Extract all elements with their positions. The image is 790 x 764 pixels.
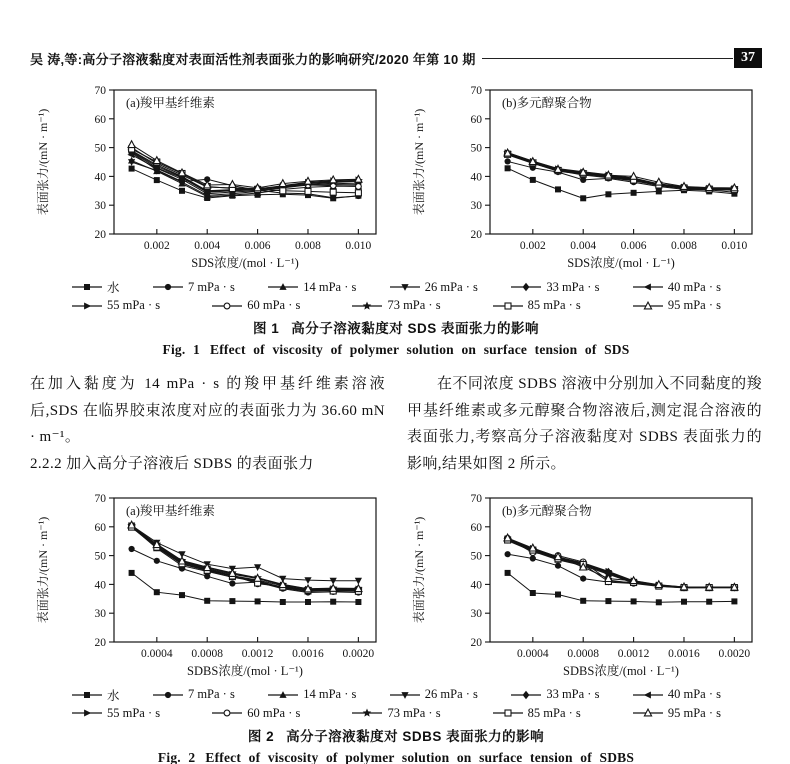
svg-text:表面张力/(mN · m⁻¹): 表面张力/(mN · m⁻¹) <box>412 108 426 216</box>
svg-text:20: 20 <box>94 636 106 649</box>
body-column-left <box>30 371 385 478</box>
circle-marker-icon <box>152 690 184 700</box>
svg-text:0.0008: 0.0008 <box>191 647 224 660</box>
svg-text:40: 40 <box>94 579 106 592</box>
svg-text:SDS浓度/(mol · L⁻¹): SDS浓度/(mol · L⁻¹) <box>191 256 299 270</box>
legend-item <box>351 706 440 721</box>
fig1-caption-en-label: Fig. 1 <box>162 342 200 357</box>
svg-text:40: 40 <box>470 579 482 592</box>
legend-item-label: 60 mPa · s <box>247 705 301 720</box>
circle-marker-icon <box>152 282 184 292</box>
legend-item-label: 85 mPa · s <box>527 705 581 720</box>
legend-item-label: 33 mPa · s <box>546 279 600 294</box>
svg-text:40: 40 <box>94 171 106 184</box>
legend-item <box>632 706 721 721</box>
circle-open-marker-icon <box>211 301 243 311</box>
svg-text:50: 50 <box>94 142 106 155</box>
svg-text:0.008: 0.008 <box>295 240 321 252</box>
legend-item <box>510 686 599 704</box>
diamond-marker-icon <box>510 690 542 700</box>
legend-item-label: 水 <box>107 281 120 295</box>
svg-text:0.0020: 0.0020 <box>718 647 751 660</box>
svg-text:(b)多元醇聚合物: (b)多元醇聚合物 <box>502 503 592 518</box>
svg-text:50: 50 <box>94 550 106 563</box>
triangle-right-marker-icon <box>71 301 103 311</box>
running-title: 吴 涛,等:高分子溶液黏度对表面活性剂表面张力的影响研究/2020 年第 10 期 <box>30 51 476 67</box>
svg-text:0.002: 0.002 <box>143 240 170 252</box>
legend-item <box>211 706 300 721</box>
svg-text:70: 70 <box>470 492 482 505</box>
legend-item-label: 7 mPa · s <box>187 279 235 294</box>
svg-text:SDBS浓度/(mol · L⁻¹): SDBS浓度/(mol · L⁻¹) <box>187 663 303 678</box>
section-heading: 2.2.2 加入高分子溶液后 SDBS 的表面张力 <box>30 456 314 473</box>
svg-text:70: 70 <box>94 85 106 97</box>
svg-text:60: 60 <box>470 521 482 534</box>
legend-item-label: 95 mPa · s <box>667 705 721 720</box>
triangle-up-open-marker-icon <box>632 301 664 311</box>
fig1-caption-cn-text: 高分子溶液黏度对 SDS 表面张力的影响 <box>291 321 540 336</box>
square-open-marker-icon <box>492 708 524 718</box>
legend-row <box>71 278 721 296</box>
fig1-caption-cn-label: 图 1 <box>252 321 280 336</box>
svg-text:70: 70 <box>94 492 106 505</box>
legend-item <box>632 298 721 313</box>
svg-text:表面张力/(mN · m⁻¹): 表面张力/(mN · m⁻¹) <box>36 516 50 624</box>
svg-text:0.0016: 0.0016 <box>668 647 700 660</box>
star-marker-icon <box>351 301 383 311</box>
legend-item <box>267 686 356 704</box>
square-open-marker-icon <box>492 301 524 311</box>
triangle-right-marker-icon <box>71 708 103 718</box>
figure-2-block <box>30 492 762 764</box>
fig1-caption-cn <box>30 317 762 337</box>
triangle-down-marker-icon <box>389 282 421 292</box>
fig1-chart-polyol <box>406 84 762 276</box>
svg-text:20: 20 <box>470 229 482 241</box>
svg-text:0.0016: 0.0016 <box>292 647 324 660</box>
fig1-legend <box>71 278 721 313</box>
fig1-charts-row <box>30 84 762 276</box>
svg-text:SDBS浓度/(mol · L⁻¹): SDBS浓度/(mol · L⁻¹) <box>563 663 679 678</box>
svg-text:SDS浓度/(mol · L⁻¹): SDS浓度/(mol · L⁻¹) <box>567 256 675 270</box>
fig2-chart-polyol <box>406 492 762 684</box>
legend-item-label: 73 mPa · s <box>387 705 441 720</box>
svg-text:0.0004: 0.0004 <box>141 647 173 660</box>
svg-text:0.0008: 0.0008 <box>567 647 600 660</box>
svg-text:0.010: 0.010 <box>345 240 372 252</box>
legend-item-label: 26 mPa · s <box>424 687 478 702</box>
fig1-chart-cmc <box>30 84 386 276</box>
legend-item <box>152 278 235 296</box>
svg-text:(b)多元醇聚合物: (b)多元醇聚合物 <box>502 96 592 110</box>
svg-text:50: 50 <box>470 142 482 155</box>
legend-item <box>492 298 581 313</box>
paragraph: 在加入黏度为 14 mPa · s 的羧甲基纤维素溶液后,SDS 在临界胶束浓度对应的表面张力为 36.60 mN · m⁻¹。 <box>30 376 385 446</box>
svg-text:20: 20 <box>470 636 482 649</box>
svg-text:0.0012: 0.0012 <box>617 647 650 660</box>
svg-text:0.0020: 0.0020 <box>342 647 375 660</box>
fig2-caption-en <box>30 750 762 764</box>
diamond-marker-icon <box>510 282 542 292</box>
triangle-up-marker-icon <box>267 282 299 292</box>
svg-text:60: 60 <box>470 113 482 126</box>
legend-item-label: 水 <box>107 688 120 703</box>
svg-text:0.0004: 0.0004 <box>517 647 549 660</box>
header-rule <box>482 58 733 59</box>
fig2-charts-row <box>30 492 762 684</box>
legend-item <box>152 686 235 704</box>
triangle-up-open-marker-icon <box>632 708 664 718</box>
fig1-caption-en <box>30 342 762 358</box>
triangle-down-marker-icon <box>389 690 421 700</box>
legend-item-label: 26 mPa · s <box>424 279 478 294</box>
legend-item-label: 73 mPa · s <box>387 298 441 312</box>
svg-text:0.010: 0.010 <box>721 240 748 252</box>
legend-item-label: 40 mPa · s <box>667 279 721 294</box>
svg-text:30: 30 <box>470 607 482 620</box>
legend-item-label: 14 mPa · s <box>303 279 357 294</box>
svg-text:表面张力/(mN · m⁻¹): 表面张力/(mN · m⁻¹) <box>36 108 50 216</box>
fig2-chart-cmc <box>30 492 386 684</box>
circle-open-marker-icon <box>211 708 243 718</box>
legend-item-label: 55 mPa · s <box>107 298 161 312</box>
legend-item-label: 85 mPa · s <box>527 298 581 312</box>
legend-item <box>71 278 120 296</box>
fig2-caption-en-text: Effect of viscosity of polymer solution on surface tension of SDBS <box>205 749 635 764</box>
legend-item <box>71 706 160 721</box>
svg-text:(a)羧甲基纤维素: (a)羧甲基纤维素 <box>126 96 215 110</box>
fig2-caption-en-label: Fig. 2 <box>157 749 196 764</box>
legend-item <box>492 706 581 721</box>
fig2-caption-cn-label: 图 2 <box>247 728 275 744</box>
svg-text:0.004: 0.004 <box>570 240 597 252</box>
legend-item <box>389 686 478 704</box>
svg-text:40: 40 <box>470 171 482 184</box>
svg-text:70: 70 <box>470 85 482 97</box>
fig2-legend <box>71 686 721 721</box>
legend-item <box>351 298 440 313</box>
fig2-caption-cn-text: 高分子溶液黏度对 SDBS 表面张力的影响 <box>286 728 545 744</box>
legend-item-label: 40 mPa · s <box>667 687 721 702</box>
legend-row <box>71 706 721 721</box>
fig1-caption-en-text: Effect of viscosity of polymer solution on surface tension of SDS <box>209 342 630 357</box>
legend-item-label: 33 mPa · s <box>546 687 600 702</box>
svg-text:0.002: 0.002 <box>519 240 546 252</box>
legend-item-label: 14 mPa · s <box>303 687 357 702</box>
triangle-left-marker-icon <box>632 690 664 700</box>
legend-row <box>71 686 721 704</box>
svg-text:50: 50 <box>470 550 482 563</box>
running-header <box>30 46 762 70</box>
legend-item <box>267 278 356 296</box>
legend-item-label: 7 mPa · s <box>187 687 235 702</box>
legend-item <box>71 298 160 313</box>
body-column-right <box>407 371 762 478</box>
svg-text:0.008: 0.008 <box>671 240 697 252</box>
star-marker-icon <box>351 708 383 718</box>
legend-item <box>632 278 721 296</box>
legend-item <box>510 278 599 296</box>
svg-text:0.006: 0.006 <box>620 240 647 252</box>
svg-text:30: 30 <box>94 200 106 213</box>
body-text <box>30 371 762 478</box>
square-marker-icon <box>71 690 103 700</box>
svg-text:0.006: 0.006 <box>244 240 271 252</box>
legend-item <box>632 686 721 704</box>
svg-text:0.004: 0.004 <box>194 240 221 252</box>
legend-row <box>71 298 721 313</box>
svg-text:30: 30 <box>94 607 106 620</box>
svg-text:20: 20 <box>94 229 106 241</box>
svg-text:60: 60 <box>94 113 106 126</box>
legend-item-label: 60 mPa · s <box>247 298 301 312</box>
svg-text:30: 30 <box>470 200 482 213</box>
legend-item-label: 95 mPa · s <box>667 298 721 312</box>
svg-text:(a)羧甲基纤维素: (a)羧甲基纤维素 <box>126 503 215 518</box>
legend-item-label: 55 mPa · s <box>107 705 161 720</box>
triangle-left-marker-icon <box>632 282 664 292</box>
legend-item <box>389 278 478 296</box>
svg-text:60: 60 <box>94 521 106 534</box>
figure-1-block <box>30 84 762 358</box>
paragraph: 在不同浓度 SDBS 溶液中分别加入不同黏度的羧甲基纤维素或多元醇聚合物溶液后,测定混合溶液的表面张力,考察高分子溶液黏度对 SDBS 表面张力的影响,结果如图 2 所示。 <box>407 376 762 473</box>
legend-item <box>71 686 120 704</box>
svg-text:0.0012: 0.0012 <box>241 647 274 660</box>
page-number: 37 <box>734 48 762 68</box>
legend-item <box>211 298 300 313</box>
square-marker-icon <box>71 282 103 292</box>
svg-text:表面张力/(mN · m⁻¹): 表面张力/(mN · m⁻¹) <box>412 516 426 624</box>
fig2-caption-cn <box>30 725 762 745</box>
triangle-up-marker-icon <box>267 690 299 700</box>
